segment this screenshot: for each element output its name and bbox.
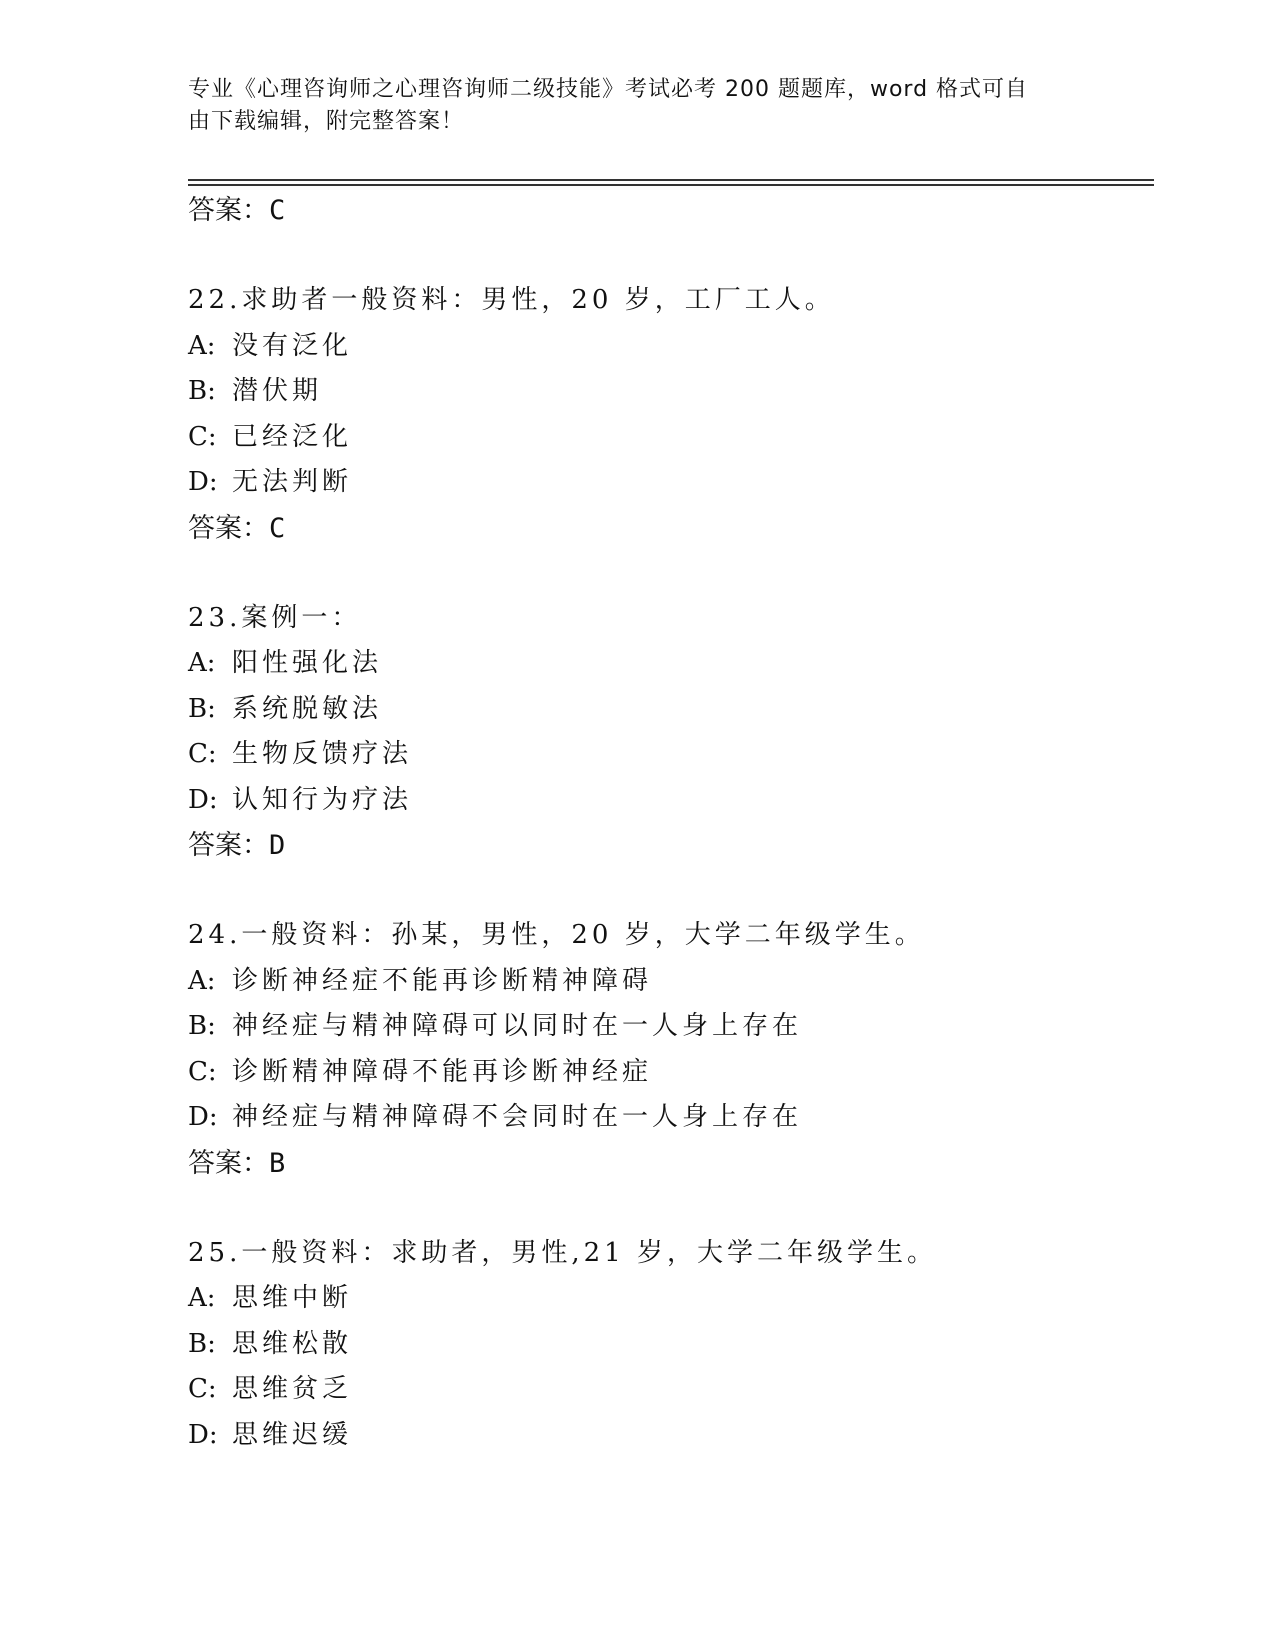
option-c: [188, 732, 1168, 778]
header-line-1: 专业《心理咨询师之心理咨询师二级技能》考试必考 200 题题库，word 格式可自: [188, 77, 1029, 102]
document-header: [188, 74, 1068, 138]
option-text: 思维松散: [232, 1328, 353, 1359]
option-b: [188, 1004, 1168, 1050]
option-a: [188, 641, 1168, 687]
option-key: A:: [188, 965, 216, 996]
answer-line: [188, 1141, 1168, 1187]
option-a: [188, 1276, 1168, 1322]
option-text: 阳性强化法: [232, 648, 383, 678]
header-divider-bottom: [188, 184, 1154, 186]
answer-value: B: [269, 1147, 286, 1179]
answer-line: [188, 506, 1168, 552]
option-key: C:: [188, 1056, 217, 1087]
question-block: [188, 596, 1168, 870]
spacer: [188, 869, 1168, 913]
option-text: 思维迟缓: [232, 1419, 353, 1450]
option-c: [188, 1050, 1168, 1096]
option-key: A:: [188, 330, 216, 361]
option-a: [188, 324, 1168, 370]
option-text: 没有泛化: [232, 330, 353, 361]
answer-label: 答案：: [188, 512, 269, 544]
option-key: D:: [188, 467, 218, 497]
option-d: [188, 460, 1168, 506]
question-block: [188, 1231, 1168, 1459]
option-key: D:: [188, 784, 218, 815]
option-text: 神经症与精神障碍可以同时在一人身上存在: [232, 1011, 803, 1041]
option-b: [188, 1322, 1168, 1368]
question-list: [188, 188, 1168, 1458]
option-text: 系统脱敏法: [232, 693, 383, 724]
question-stem: 23.案例一：: [188, 602, 362, 633]
answer-label: 答案：: [188, 830, 269, 861]
option-text: 无法判断: [232, 467, 353, 497]
option-c: [188, 1367, 1168, 1413]
option-a: [188, 959, 1168, 1005]
option-key: B:: [188, 693, 216, 724]
option-key: C:: [188, 1374, 217, 1404]
option-key: D:: [188, 1419, 218, 1450]
answer-label: 答案：: [188, 1147, 269, 1179]
question-stem: 25.一般资料：求助者，男性,21 岁，大学二年级学生。: [188, 1237, 937, 1268]
option-key: B:: [188, 376, 216, 406]
option-text: 生物反馈疗法: [232, 739, 413, 769]
option-text: 诊断神经症不能再诊断精神障碍: [232, 965, 653, 996]
option-b: [188, 369, 1168, 415]
option-key: A:: [188, 1283, 216, 1313]
option-key: C:: [188, 739, 217, 769]
question-block: [188, 913, 1168, 1187]
option-d: [188, 1095, 1168, 1141]
spacer: [188, 552, 1168, 596]
header-divider-top: [188, 179, 1154, 181]
option-key: B:: [188, 1011, 216, 1041]
option-key: D:: [188, 1102, 218, 1132]
option-text: 潜伏期: [232, 376, 323, 406]
question-stem: 24.一般资料：孙某，男性，20 岁，大学二年级学生。: [188, 920, 925, 950]
answer-line: [188, 188, 1168, 234]
spacer: [188, 1187, 1168, 1231]
option-text: 诊断精神障碍不能再诊断神经症: [232, 1056, 653, 1087]
spacer: [188, 234, 1168, 278]
option-text: 认知行为疗法: [232, 784, 413, 815]
answer-value: C: [269, 512, 286, 544]
option-key: A:: [188, 648, 216, 678]
option-text: 已经泛化: [232, 421, 353, 452]
option-b: [188, 687, 1168, 733]
question-block: [188, 278, 1168, 552]
option-d: [188, 778, 1168, 824]
option-d: [188, 1413, 1168, 1459]
answer-value: C: [269, 195, 286, 226]
option-text: 思维贫乏: [232, 1374, 353, 1404]
option-text: 神经症与精神障碍不会同时在一人身上存在: [232, 1102, 803, 1132]
option-c: [188, 415, 1168, 461]
header-line-2: 由下载编辑，附完整答案！: [188, 109, 465, 134]
option-key: C:: [188, 421, 217, 452]
option-key: B:: [188, 1328, 216, 1359]
option-text: 思维中断: [232, 1283, 353, 1313]
question-stem: 22.求助者一般资料：男性，20 岁，工厂工人。: [188, 285, 835, 315]
answer-label: 答案：: [188, 195, 269, 226]
answer-value: D: [269, 830, 286, 861]
answer-line: [188, 823, 1168, 869]
